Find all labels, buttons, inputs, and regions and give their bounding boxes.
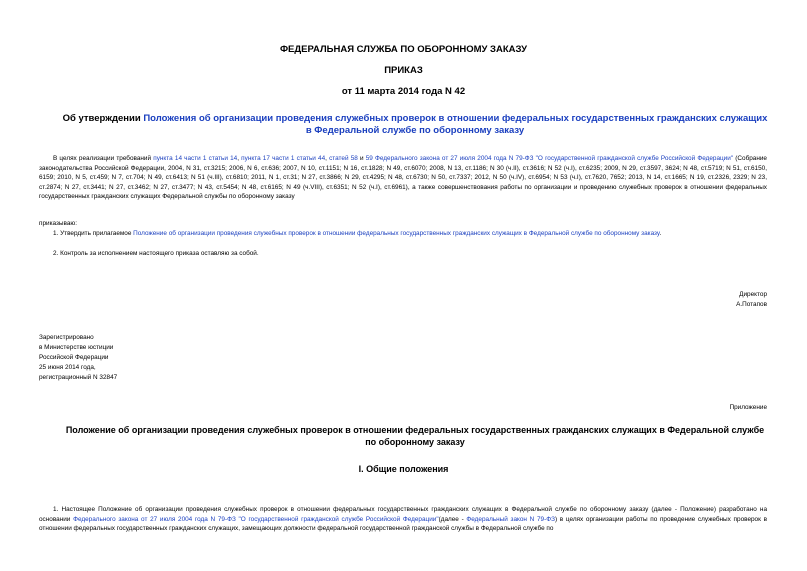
registration-line-2: в Министерстве юстиции (39, 344, 114, 351)
org-name: ФЕДЕРАЛЬНАЯ СЛУЖБА ПО ОБОРОННОМУ ЗАКАЗУ (279, 44, 528, 55)
section-title: I. Общие положения (358, 464, 449, 474)
appendix-title: Положение об организации проведения служебных проверок в отношении федеральных государственных гражданских служащих в Федеральной службе по оборонному заказу (65, 425, 765, 447)
preamble-text-5: (Собрание законодательства Российской Федерации, 2004, N 31, ст.3215; 2006, N 6, ст.636; 2007, N 10, ст.1151; N 16, ст.1828; N 49, ст.6070; 2008, N 13, ст.1186; N 30 (ч.II), ст.3616; N 52 (ч.I), ст.6235; 2009, N 29, ст.3597, 3624; N 48, ст.5719; N 51, ст.6150, 6159; 2010, N 5, ст.459; N 7, ст.704; N 49, ст.6413; N 51 (ч.III), ст.6810; 2011, N 1, ст.31; N 27, ст.3866; N 29, ст.4295; N 48, ст.6730; N 50, ст.7337; 2012, N 50 (ч.IV), ст.6954; N 53 (ч.I), ст.7620, 7652; 2013, N 14, ст.1665; N 19, ст.2326, 2329; N 23, ст.2874; N 27, ст.3441; N 27, ст.3462; N 27, ст.3477; N 43, ст.5454; N 48, ст.6165; N 49 (ч.VIII), ст.6351; N 52 (ч.I), ст.6961), а также совершенствования работы по организации и проведению служебных проверок в отношении федеральных государственных гражданских служащих Федеральной службы по оборонному заказу (39, 155, 767, 201)
link-law-79fz[interactable]: 59 Федерального закона от 27 июля 2004 года N 79-ФЗ "О государственной гражданской службе Российской Федерации" (365, 155, 734, 162)
signature-position: Директор (739, 291, 767, 298)
section-paragraph-text-2: (далее - (438, 515, 467, 523)
link-p14-art14[interactable]: пункта 14 части 1 статьи 14 (153, 155, 238, 162)
order-item-1 (39, 229, 767, 239)
doc-title (60, 113, 770, 137)
signature-block (736, 290, 767, 310)
registration-line-4: 25 июня 2014 года, (39, 364, 96, 371)
link-law-79fz-2[interactable]: Федерального закона от 27 июля 2004 года N 79-ФЗ "О государственной гражданской службе Российской Федерации" (73, 515, 439, 523)
preamble-text-4: и (357, 155, 366, 162)
order-item-2: 2. Контроль за исполнением настоящего приказа оставляю за собой. (53, 250, 259, 257)
doc-date-number: от 11 марта 2014 года N 42 (341, 86, 466, 97)
section-paragraph-text-1: 1. Настоящее Положение об организации проведения служебных проверок в отношении федеральных государственных гражданских служащих в Федеральной службе по оборонному заказу (далее - Положение) разработано на основании (39, 506, 767, 523)
doc-type: ПРИКАЗ (384, 65, 423, 76)
registration-block (39, 333, 117, 383)
link-art58[interactable]: статей 58 (329, 155, 358, 162)
order-item-1-prefix: 1. Утвердить прилагаемое (53, 230, 134, 237)
section-paragraph-text-3: ) в целях организации работы по проведение служебных проверок в отношении федеральных государственных гражданских служащих, замещающих должности федеральной государственной гражданской службы в Федеральной службе по (39, 515, 768, 533)
registration-line-1: Зарегистрировано (39, 334, 94, 341)
appendix-label: Приложение (729, 404, 767, 411)
order-item-1-suffix: . (659, 230, 662, 237)
preamble-text-3: , (325, 155, 330, 162)
preamble-paragraph (39, 154, 767, 202)
link-law-79fz-short[interactable]: Федеральный закон N 79-ФЗ (466, 515, 555, 523)
preamble-text-2: , (237, 155, 242, 162)
signature-name: А.Потапов (736, 301, 767, 308)
registration-line-5: регистрационный N 32847 (39, 374, 118, 381)
order-item-1-link[interactable]: Положение об организации проведения служебных проверок в отношении федеральных государственных гражданских служащих в Федеральной службе по оборонному заказу (133, 230, 660, 237)
order-word: приказываю: (39, 220, 77, 227)
section-paragraph-1 (39, 505, 767, 534)
link-p17-art44[interactable]: пункта 17 части 1 статьи 44 (241, 155, 326, 162)
registration-line-3: Российской Федерации (39, 354, 109, 361)
doc-title-prefix: Об утверждении (62, 113, 144, 124)
preamble-text-1: В целях реализации требований (53, 155, 154, 162)
doc-title-link[interactable]: Положения об организации проведения служебных проверок в отношении федеральных государственных гражданских служащих в Федеральной службе по оборонному заказу (143, 113, 768, 136)
